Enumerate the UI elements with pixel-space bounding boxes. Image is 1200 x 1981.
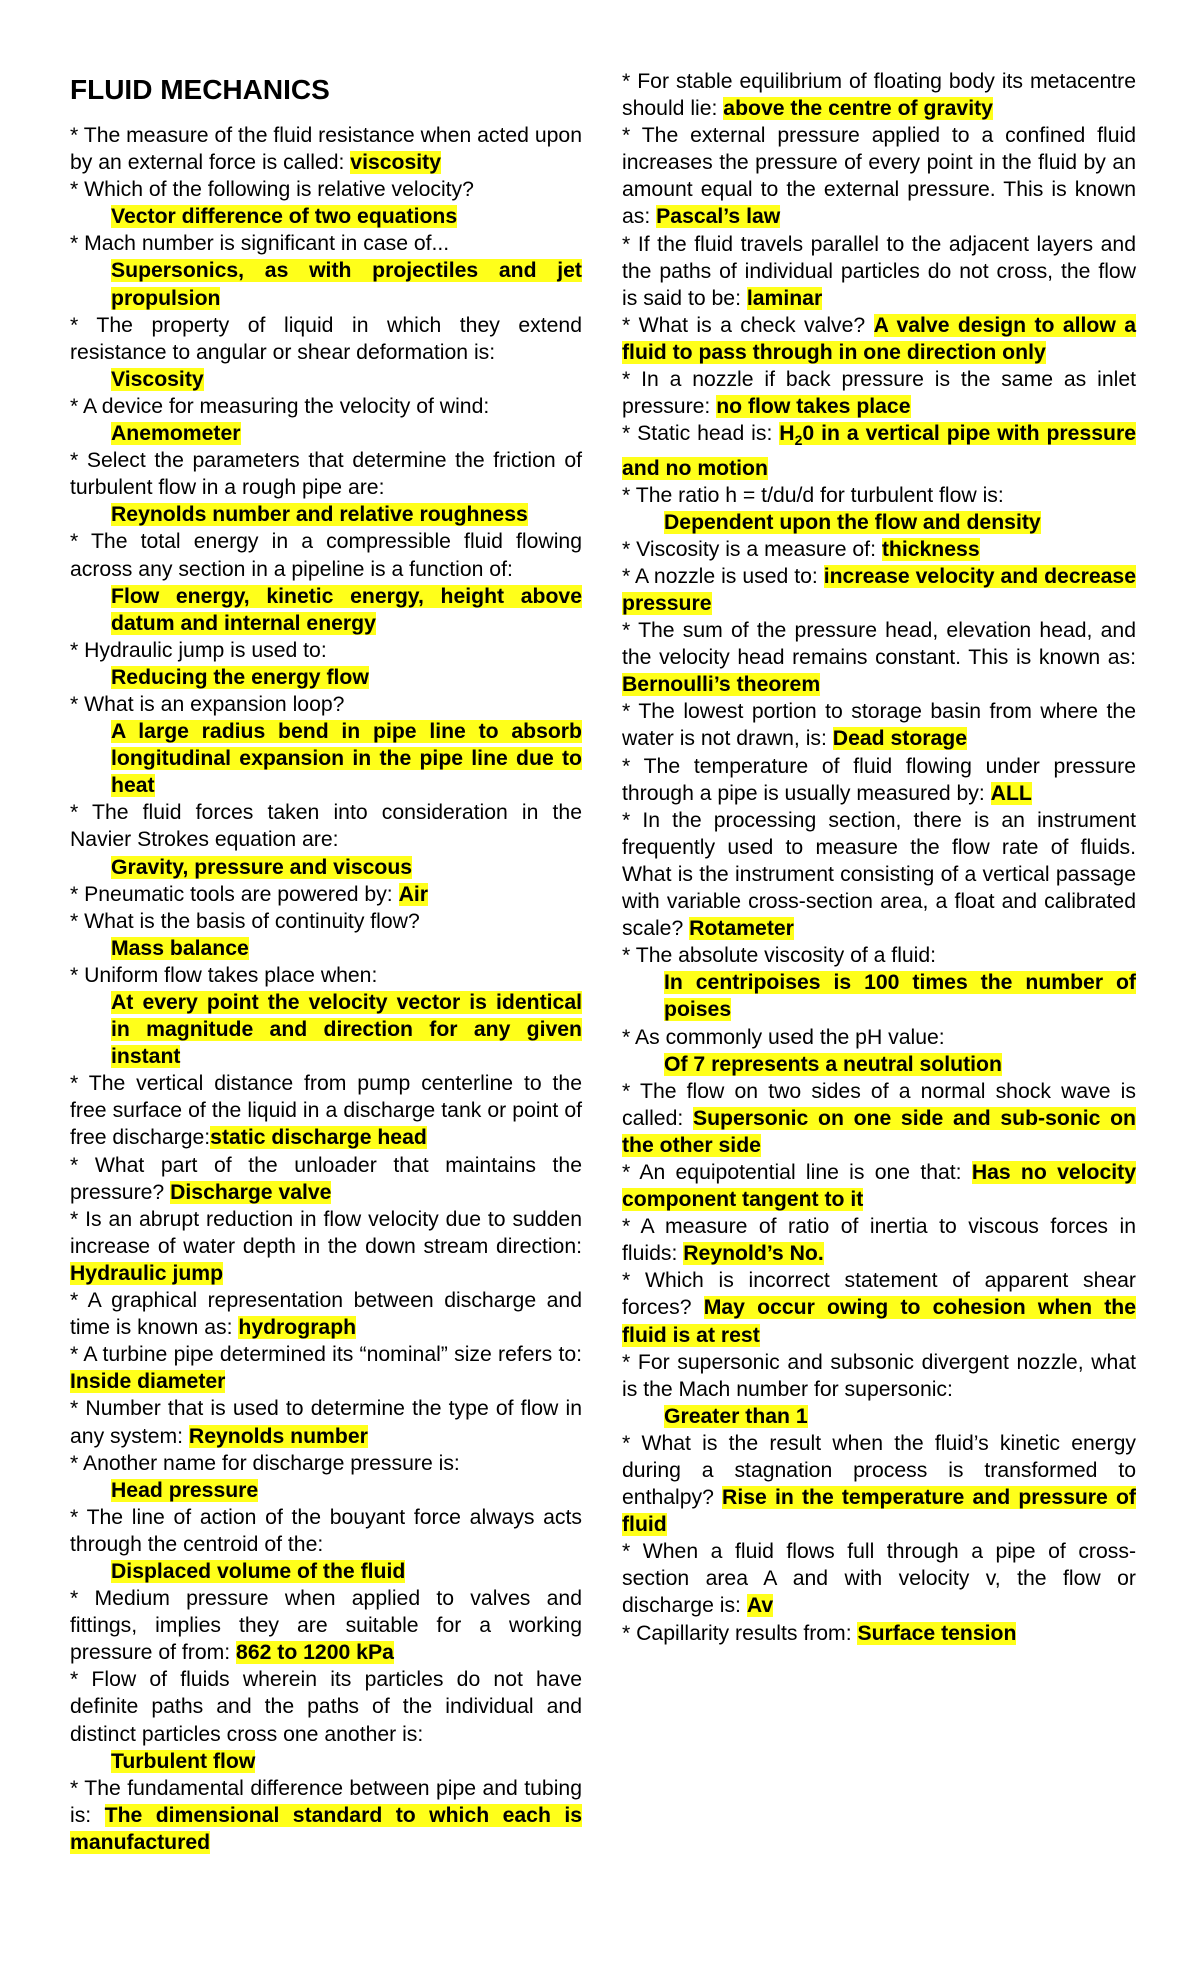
question-text: * Viscosity is a measure of:: [622, 537, 882, 561]
answer-highlight: [716, 395, 910, 418]
question-text: * A device for measuring the velocity of wind:: [70, 394, 490, 418]
answer-text: In centripoises is 100 times the number of poises: [664, 971, 1136, 1022]
answer-text: Dead storage: [832, 727, 968, 751]
left-column: [70, 68, 582, 1856]
question-text: * The vertical distance from pump centerline to the free surface of the liquid in a discharge tank or point of free discharge:: [70, 1072, 582, 1150]
answer-text: Hydraulic jump: [70, 1261, 224, 1285]
answer-text: Air: [398, 882, 429, 906]
question-list-right: [622, 68, 1136, 1647]
answer-text: hydrograph: [238, 1316, 357, 1340]
question-text: * When a fluid flows full through a pipe of cross-section area A and with velocity v, the flow or discharge is:: [622, 1540, 1136, 1618]
question-text: * Mach number is significant in case of...: [70, 232, 450, 256]
answer-line: [70, 366, 582, 393]
question-text: * Is an abrupt reduction in flow velocity due to sudden increase of water depth in the down stream direction:: [70, 1207, 582, 1258]
question-item: [622, 1078, 1136, 1159]
question-text: * The temperature of fluid flowing under pressure through a pipe is usually measured by:: [622, 754, 1136, 805]
answer-line: [70, 420, 582, 447]
question-text: * For supersonic and subsonic divergent nozzle, what is the Mach number for supersonic:: [622, 1350, 1136, 1401]
question-text: * Number that is used to determine the type of flow in any system:: [70, 1397, 582, 1448]
question-item: [622, 312, 1136, 366]
question-item: [622, 366, 1136, 420]
answer-highlight: [189, 1425, 368, 1448]
answer-highlight: [747, 1594, 773, 1617]
answer-highlight: [70, 1262, 223, 1285]
question-text: * The ratio h = t/du/d for turbulent flow is:: [622, 483, 1004, 507]
question-item: [70, 1450, 582, 1504]
answer-highlight: [111, 1750, 255, 1773]
answer-highlight: [111, 720, 582, 797]
question-item: [622, 563, 1136, 617]
answer-highlight: [70, 1370, 225, 1393]
question-text: * If the fluid travels parallel to the adjacent layers and the paths of individual particles do not cross, the flow is said to be:: [622, 232, 1136, 310]
answer-highlight: [70, 1804, 582, 1854]
question-text: * What is a check valve?: [622, 313, 874, 337]
answer-text: Inside diameter: [70, 1370, 226, 1394]
answer-highlight: [683, 1242, 823, 1265]
question-item: [70, 1666, 582, 1774]
answer-text: Mass balance: [111, 936, 249, 960]
question-text: * The lowest portion to storage basin from where the water is not drawn, is:: [622, 700, 1136, 751]
answer-text: Displaced volume of the fluid: [111, 1559, 406, 1583]
question-text: * For stable equilibrium of floating body its metacentre should lie:: [622, 70, 1136, 121]
answer-text: viscosity: [350, 151, 441, 175]
answer-text: 862 to 1200 kPa: [236, 1641, 394, 1665]
answer-line: [70, 718, 582, 799]
question-text: * Capillarity results from:: [622, 1621, 858, 1645]
question-item: [70, 528, 582, 636]
answer-text: Discharge valve: [170, 1180, 332, 1204]
answer-text: The dimensional standard to which each is manufactured: [70, 1803, 582, 1854]
answer-highlight: [111, 422, 241, 445]
question-item: [622, 807, 1136, 942]
question-item: [70, 1585, 582, 1666]
answer-highlight: [111, 368, 204, 391]
question-text: * The absolute viscosity of a fluid:: [622, 944, 937, 968]
answer-text: Head pressure: [111, 1478, 259, 1502]
answer-text: Pascal’s law: [656, 205, 781, 229]
answer-highlight: [111, 259, 582, 309]
question-text: * What is an expansion loop?: [70, 692, 345, 716]
answer-highlight: [656, 205, 780, 228]
answer-highlight: [238, 1316, 356, 1339]
answer-text: Reducing the energy flow: [111, 665, 369, 689]
answer-text: A valve design to allow a fluid to pass through in one direction only: [622, 313, 1136, 364]
question-item: [70, 312, 582, 393]
question-text: * Select the parameters that determine the friction of turbulent flow in a rough pipe are:: [70, 449, 582, 500]
question-text: * What is the basis of continuity flow?: [70, 909, 420, 933]
answer-text: Greater than 1: [664, 1404, 808, 1428]
question-item: [622, 1538, 1136, 1619]
answer-line: [70, 1748, 582, 1775]
question-text: * The total energy in a compressible fluid flowing across any section in a pipeline is a function of:: [70, 530, 582, 581]
question-item: [70, 393, 582, 447]
answer-line: [70, 257, 582, 311]
question-item: [622, 753, 1136, 807]
answer-highlight: [664, 1053, 1002, 1076]
answer-highlight: [622, 1107, 1136, 1157]
answer-line: [70, 501, 582, 528]
question-item: [622, 942, 1136, 1023]
question-text: * A graphical representation between discharge and time is known as:: [70, 1289, 582, 1340]
question-item: [622, 1620, 1136, 1647]
question-item: [70, 637, 582, 691]
answer-text: no flow takes place: [716, 395, 911, 419]
answer-highlight: [236, 1641, 394, 1664]
question-text: * The flow on two sides of a normal shock wave is called:: [622, 1079, 1136, 1130]
answer-highlight: [350, 151, 441, 174]
question-text: * In a nozzle if back pressure is the same as inlet pressure:: [622, 368, 1136, 419]
answer-line: [70, 664, 582, 691]
answer-text: Of 7 represents a neutral solution: [664, 1052, 1002, 1076]
answer-text: At every point the velocity vector is identical in magnitude and direction for any given instant: [111, 991, 582, 1069]
question-text: * Medium pressure when applied to valves and fittings, implies they are suitable for a working pressure of from:: [70, 1587, 582, 1665]
answer-text: Vector difference of two equations: [111, 205, 458, 229]
answer-text: Has no velocity component tangent to it: [622, 1160, 1136, 1212]
question-item: [622, 1349, 1136, 1430]
answer-line: [70, 854, 582, 881]
question-item: [622, 1267, 1136, 1348]
answer-highlight: [723, 97, 993, 120]
answer-highlight: [111, 1560, 405, 1583]
question-text: * The fundamental difference between pipe and tubing is:: [70, 1776, 582, 1827]
question-text: * As commonly used the pH value:: [622, 1025, 945, 1049]
answer-line: [70, 1558, 582, 1585]
answer-line: [622, 969, 1136, 1023]
question-list-left: [70, 122, 582, 1856]
question-text: * In the processing section, there is an instrument frequently used to measure the flow rate of fluids. What is the instrument consisting of a vertical passage with variable cross-section area, a float and calibrated scale?: [622, 808, 1136, 941]
answer-text: Surface tension: [857, 1621, 1017, 1645]
question-text: * The external pressure applied to a confined fluid increases the pressure of every point in the fluid by an amount equal to the external pressure. This is known as:: [622, 124, 1136, 229]
question-item: [70, 908, 582, 962]
answer-line: [70, 583, 582, 637]
answer-text: Supersonic on one side and sub-sonic on the other side: [622, 1106, 1136, 1157]
question-item: [70, 1070, 582, 1151]
question-item: [70, 447, 582, 528]
question-text: * The measure of the fluid resistance when acted upon by an external force is called:: [70, 124, 582, 175]
answer-line: [622, 1051, 1136, 1078]
question-text: * A turbine pipe determined its “nominal” size refers to:: [70, 1343, 582, 1367]
question-text: * The line of action of the bouyant force always acts through the centroid of the:: [70, 1505, 582, 1556]
question-text: * Which is incorrect statement of apparent shear forces?: [622, 1269, 1136, 1320]
answer-text: Rise in the temperature and pressure of fluid: [622, 1486, 1136, 1537]
question-item: [70, 1206, 582, 1287]
question-text: * An equipotential line is one that:: [622, 1160, 972, 1184]
answer-text: Gravity, pressure and viscous: [111, 855, 413, 879]
question-text: * Pneumatic tools are powered by:: [70, 882, 399, 906]
answer-text: Supersonics, as with projectiles and jet propulsion: [111, 259, 582, 310]
question-text: * The property of liquid in which they extend resistance to angular or shear deformation is:: [70, 313, 582, 364]
answer-highlight: [857, 1622, 1016, 1645]
question-item: [70, 799, 582, 880]
question-item: [70, 176, 582, 230]
answer-text: Rotameter: [689, 917, 794, 941]
answer-highlight: [111, 503, 528, 526]
answer-text: thickness: [881, 537, 980, 561]
answer-text: A large radius bend in pipe line to absorb longitudinal expansion in the pipe line due to heat: [111, 720, 582, 798]
answer-highlight: [664, 511, 1041, 534]
question-text: * Uniform flow takes place when:: [70, 963, 378, 987]
answer-text: H: [779, 422, 795, 446]
answer-line: [70, 989, 582, 1070]
answer-line: [622, 1403, 1136, 1430]
question-item: [622, 231, 1136, 312]
answer-highlight: [111, 937, 249, 960]
question-item: [70, 691, 582, 799]
answer-highlight: [111, 856, 412, 879]
question-item: [70, 1152, 582, 1206]
right-column: [622, 68, 1136, 1647]
question-text: * The sum of the pressure head, elevation head, and the velocity head remains constant. This is known as:: [622, 619, 1136, 670]
answer-text: ALL: [990, 781, 1032, 805]
question-text: * Static head is:: [622, 422, 780, 446]
question-item: [622, 1213, 1136, 1267]
answer-highlight: [747, 287, 822, 310]
page-title: FLUID MECHANICS: [70, 74, 330, 105]
answer-text: Flow energy, kinetic energy, height above datum and internal energy: [111, 584, 582, 635]
answer-highlight: [622, 673, 820, 696]
question-item: [70, 122, 582, 176]
answer-text: Reynold’s No.: [683, 1242, 824, 1266]
answer-line: [70, 935, 582, 962]
question-item: [622, 420, 1136, 481]
question-item: [622, 122, 1136, 230]
question-item: [622, 1159, 1136, 1213]
question-text: * A measure of ratio of inertia to viscous forces in fluids:: [622, 1215, 1136, 1266]
question-item: [622, 1430, 1136, 1538]
answer-text: May occur owing to cohesion when the fluid is at rest: [622, 1296, 1137, 1347]
question-text: * Which of the following is relative velocity?: [70, 178, 474, 202]
question-item: [70, 1775, 582, 1856]
question-text: * Another name for discharge pressure is:: [70, 1451, 460, 1475]
answer-text: Anemometer: [111, 422, 241, 446]
answer-text: Viscosity: [111, 367, 204, 391]
answer-text: Turbulent flow: [111, 1749, 256, 1773]
question-text: * Flow of fluids wherein its particles do not have definite paths and the paths of the individual and distinct particles cross one another is:: [70, 1668, 582, 1746]
question-item: [622, 1024, 1136, 1078]
answer-highlight: [210, 1126, 427, 1149]
answer-text: Reynolds number: [188, 1424, 368, 1448]
answer-highlight: [111, 585, 582, 635]
answer-text: Av: [746, 1594, 774, 1618]
answer-highlight: [664, 971, 1136, 1021]
question-item: [70, 230, 582, 311]
answer-highlight: [882, 538, 980, 561]
answer-text: increase velocity and decrease pressure: [622, 564, 1136, 616]
answer-text-rest: 0 in a vertical pipe with pressure and no motion: [622, 422, 1136, 480]
question-text: * What is the result when the fluid’s kinetic energy during a stagnation process is transformed to enthalpy?: [622, 1431, 1136, 1510]
question-item: [622, 482, 1136, 536]
question-item: [622, 68, 1136, 122]
question-item: [70, 881, 582, 908]
question-item: [70, 1395, 582, 1449]
question-item: [622, 617, 1136, 698]
question-item: [70, 962, 582, 1070]
answer-highlight: [111, 666, 369, 689]
answer-text: static discharge head: [210, 1126, 427, 1150]
answer-highlight: [689, 917, 794, 940]
answer-highlight: [664, 1405, 808, 1428]
question-item: [622, 536, 1136, 563]
question-text: * A nozzle is used to:: [622, 564, 824, 588]
answer-subscript: 2: [794, 432, 803, 449]
question-item: [70, 1341, 582, 1395]
answer-line: [622, 509, 1136, 536]
question-text: * The fluid forces taken into consideration in the Navier Strokes equation are:: [70, 801, 582, 852]
answer-highlight: [111, 205, 457, 228]
answer-line: [70, 203, 582, 230]
answer-text: Reynolds number and relative roughness: [111, 503, 528, 527]
answer-highlight: [111, 991, 582, 1068]
question-text: * What part of the unloader that maintains the pressure?: [70, 1153, 582, 1204]
answer-highlight: [170, 1181, 331, 1204]
question-item: [70, 1287, 582, 1341]
answer-text: Bernoulli’s theorem: [622, 673, 821, 697]
answer-highlight: [833, 727, 967, 750]
answer-text: laminar: [746, 286, 823, 310]
answer-highlight: [991, 782, 1032, 805]
answer-highlight: [111, 1479, 258, 1502]
question-text: * Hydraulic jump is used to:: [70, 638, 327, 662]
answer-text: Dependent upon the flow and density: [664, 510, 1041, 534]
question-item: [70, 1504, 582, 1585]
answer-text: above the centre of gravity: [723, 97, 993, 121]
question-item: [622, 698, 1136, 752]
answer-highlight: [399, 883, 428, 906]
answer-line: [70, 1477, 582, 1504]
